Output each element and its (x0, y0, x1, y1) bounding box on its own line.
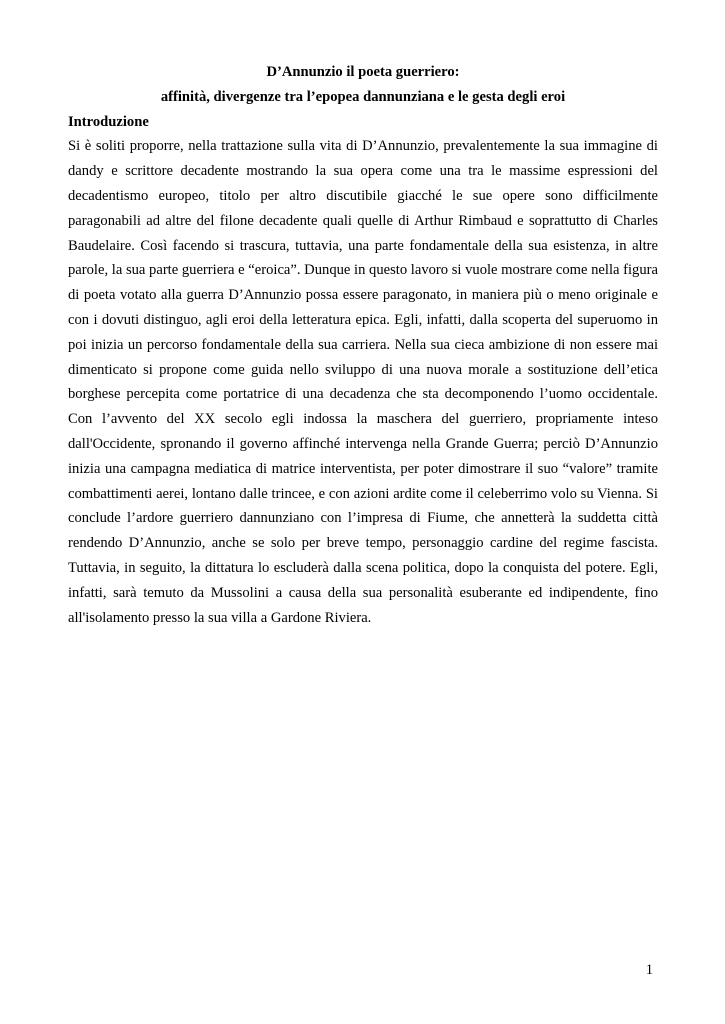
page-footer (646, 958, 653, 983)
page-number: 1 (645, 962, 653, 978)
document-content (68, 60, 658, 630)
document-title-line2: affinità, divergenze tra l’epopea dannunziana e le gesta degli eroi (160, 88, 566, 105)
body-paragraph: Si è soliti proporre, nella trattazione sulla vita di D’Annunzio, prevalentemente la sua immagine di dandy e scrittore decadente mostrando la sua opera come una tra le massime espressioni del decadentismo europeo, titolo per altro discutibile giacché le sue opere sono difficilmente paragonabili ad altre del filone decadente quali quelle di Arthur Rimbaud e soprattutto di Charles Baudelaire. Così facendo si trascura, tuttavia, una parte fondamentale della sua esistenza, in altre parole, la sua parte guerriera e “eroica”. Dunque in questo lavoro si vuole mostrare come nella figura di poeta votato alla guerra D’Annunzio possa essere paragonato, in maniera più o meno originale e con i dovuti distinguo, agli eroi della letteratura epica. Egli, infatti, dalla scoperta del superuomo in poi inizia un percorso fondamentale della sua carriera. Nella sua cieca ambizione di non essere mai dimenticato si propone come guida nello sviluppo di una nuova morale a sostituzione dell’etica borghese percepita come portatrice di una decadenza che sta decomponendo l’uomo occidentale. Con l’avvento del XX secolo egli indossa la maschera del guerriero, propriamente inteso dall'Occidente, spronando il governo affinché intervenga nella Grande Guerra; perciò D’Annunzio inizia una campagna mediatica di matrice interventista, per poter dimostrare il suo “valore” tramite combattimenti aerei, lontano dalle trincee, e con azioni ardite come il celeberrimo volo su Vienna. Si conclude l’ardore guerriero dannunziano con l’impresa di Fiume, che annetterà la suddetta città rendendo D’Annunzio, anche se solo per breve tempo, personaggio cardine del regime fascista. Tuttavia, in seguito, la dittatura lo escluderà dalla scena politica, dopo la conquista del potere. Egli, infatti, sarà temuto da Mussolini a causa della sua personalità esuberante ed indipendente, fino all'isolamento presso la sua villa a Gardone Riviera. (68, 138, 658, 626)
document-title-line1: D’Annunzio il poeta guerriero: (266, 64, 460, 80)
section-heading-introduzione: Introduzione (68, 113, 149, 130)
